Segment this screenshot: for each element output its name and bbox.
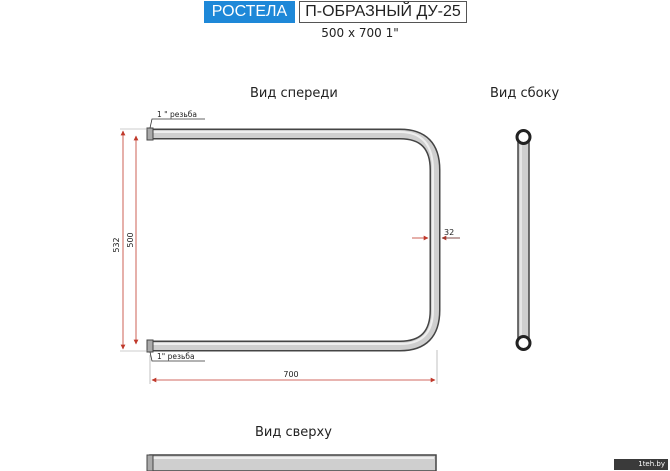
brand-label: РОСТЕЛА bbox=[204, 1, 295, 23]
side-view-label: Вид сбоку bbox=[490, 86, 560, 101]
diameter-label: 32 bbox=[444, 228, 455, 237]
model-label: П-ОБРАЗНЫЙ ДУ-25 bbox=[299, 1, 467, 23]
top-view-label: Вид сверху bbox=[255, 425, 332, 440]
size-label: 500 x 700 1" bbox=[321, 26, 399, 40]
thread-leaders bbox=[150, 119, 205, 361]
thread-top-label: 1 " резьба bbox=[157, 110, 197, 119]
front-view-pipe bbox=[147, 128, 435, 352]
width-label: 700 bbox=[283, 370, 299, 379]
side-view-pipe bbox=[517, 131, 530, 350]
height-inner-label: 500 bbox=[126, 232, 135, 248]
front-view-label: Вид спереди bbox=[250, 86, 338, 101]
top-view-pipe bbox=[147, 455, 436, 471]
thread-bottom-label: 1" резьба bbox=[157, 352, 195, 361]
height-outer-label: 532 bbox=[112, 237, 121, 253]
watermark-badge: 1teh.by bbox=[614, 459, 668, 470]
